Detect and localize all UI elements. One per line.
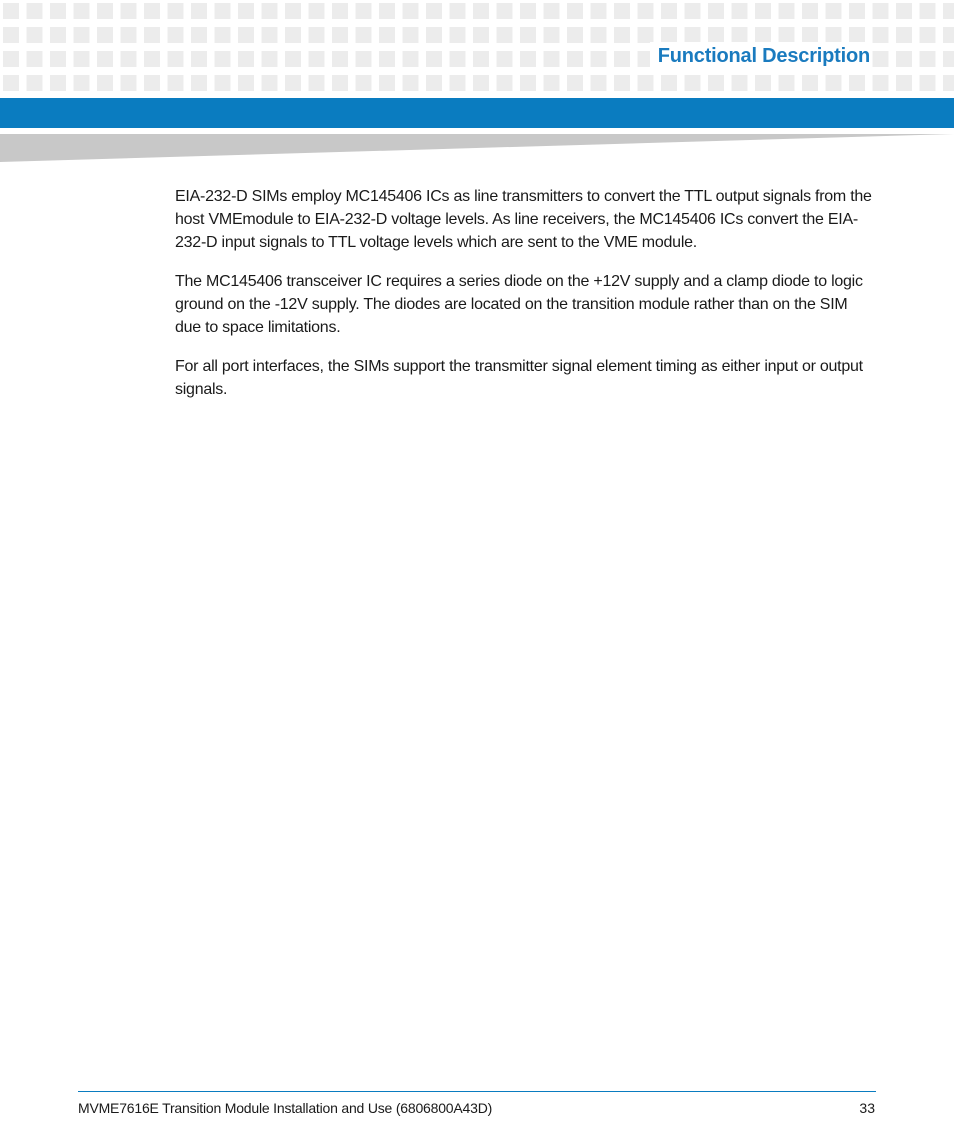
page-number: 33 bbox=[859, 1100, 875, 1116]
paragraph: The MC145406 transceiver IC requires a series diode on the +12V supply and a clamp diode to logic ground on the -12V supply. The diodes are located on the transition module rather than on the SIM due to space limitations. bbox=[175, 273, 863, 336]
header-gray-wedge bbox=[0, 128, 954, 164]
body-text bbox=[175, 185, 875, 417]
footer-rule bbox=[78, 1091, 876, 1092]
section-title: Functional Description bbox=[650, 42, 872, 70]
paragraph: For all port interfaces, the SIMs support the transmitter signal element timing as either input or output signals. bbox=[175, 358, 863, 398]
footer-document-title: MVME7616E Transition Module Installation and Use (6806800A43D) bbox=[78, 1100, 493, 1116]
gray-wedge-graphic bbox=[0, 128, 954, 164]
header-blue-bar bbox=[0, 98, 954, 128]
paragraph: EIA-232-D SIMs employ MC145406 ICs as line transmitters to convert the TTL output signals from the host VMEmodule to EIA-232-D voltage levels. As line receivers, the MC145406 ICs convert the EIA-232-D input signals to TTL voltage levels which are sent to the VME module. bbox=[175, 188, 872, 251]
